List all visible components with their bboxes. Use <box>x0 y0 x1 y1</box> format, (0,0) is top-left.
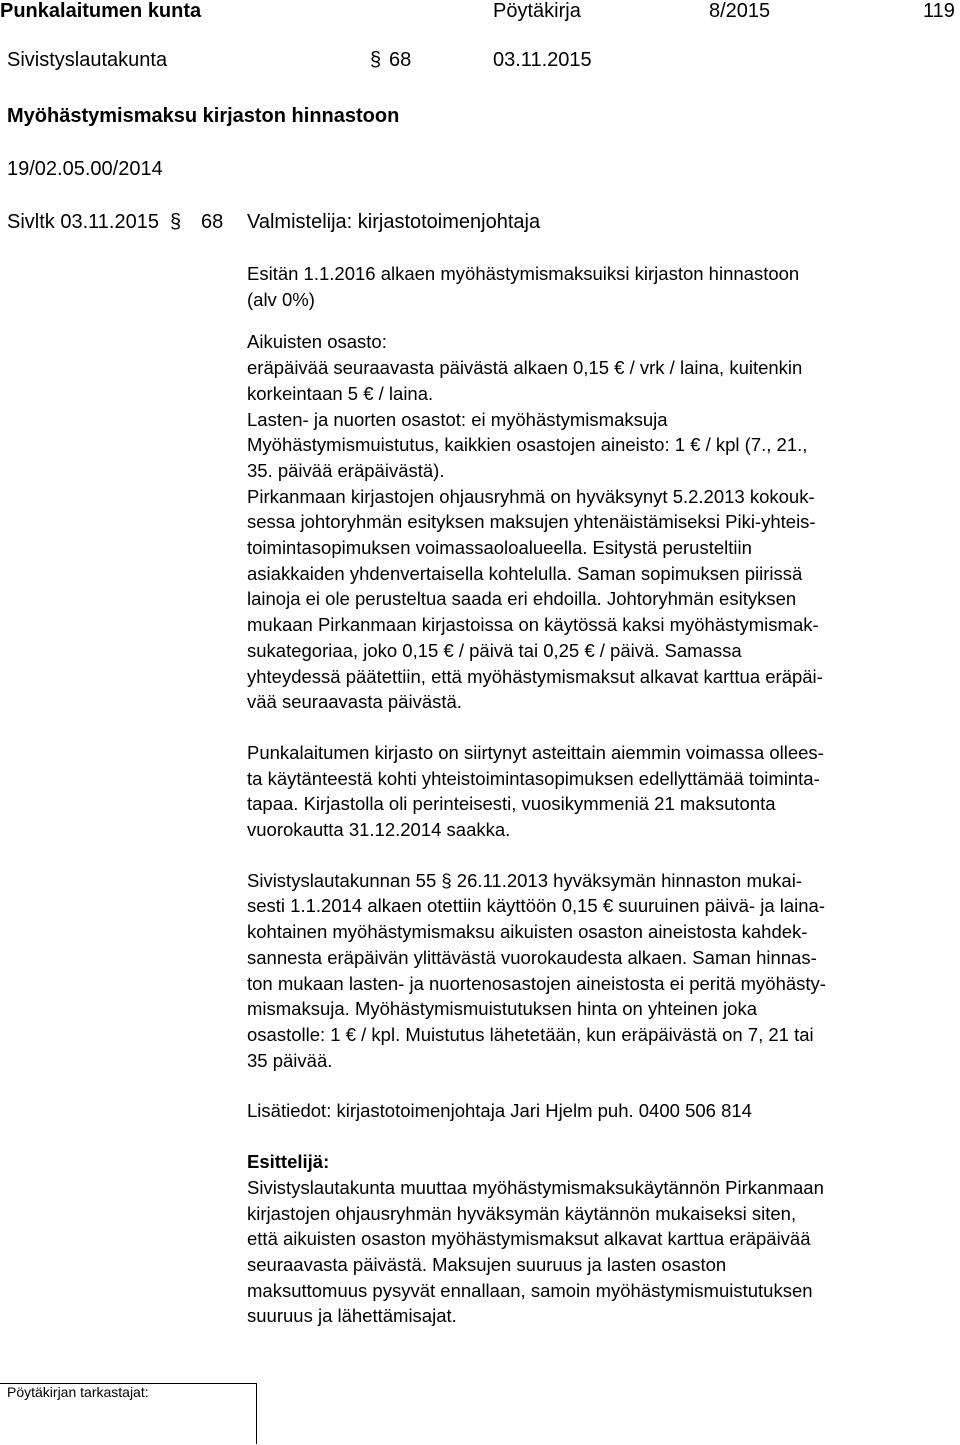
body-line: mukaan Pirkanmaan kirjastoissa on käytössä kaksi myöhästymismak- <box>247 614 819 636</box>
reviewers-label: Pöytäkirjan tarkastajat: <box>7 1384 149 1400</box>
body-line: yhteydessä päätettiin, että myöhästymismaksut alkavat karttua eräpäi- <box>247 665 823 687</box>
body-line: ta käytänteestä kohti yhteistoimintasopimuksen edellyttämää toiminta- <box>247 767 820 789</box>
reference-number: 19/02.05.00/2014 <box>7 158 163 180</box>
presenter-line: maksuttomuus pysyvät ennallaan, samoin myöhästymismuistutuksen <box>247 1279 813 1301</box>
body-line: 35. päivää eräpäivästä). <box>247 459 445 481</box>
body-line: vää seuraavasta päivästä. <box>247 691 462 713</box>
body-line: sesti 1.1.2014 alkaen otettiin käyttöön 0,15 € suuruinen päivä- ja laina- <box>247 895 825 917</box>
contact-info: Lisätiedot: kirjastotoimenjohtaja Jari Hjelm puh. 0400 506 814 <box>247 1100 752 1122</box>
body-line: tapaa. Kirjastolla oli perinteisesti, vuosikymmeniä 21 maksutonta <box>247 793 776 815</box>
body-line: sessa johtoryhmän esityksen maksujen yhtenäistämiseksi Piki-yhteis- <box>247 511 816 533</box>
presenter-line: Sivistyslautakunta muuttaa myöhästymismaksukäytännön Pirkanmaan <box>247 1176 824 1198</box>
presenter-line: että aikuisten osaston myöhästymismaksut alkavat karttua eräpäivää <box>247 1228 811 1250</box>
page-title: Myöhästymismaksu kirjaston hinnastoon <box>7 105 400 127</box>
body-line: ton mukaan lasten- ja nuortenosastojen aineistosta ei peritä myöhästy- <box>247 972 826 994</box>
body-line: vuorokautta 31.12.2014 saakka. <box>247 819 511 841</box>
body-line: lainoja ei ole perusteltua saada eri ehdoilla. Johtoryhmän esityksen <box>247 588 797 610</box>
presenter-line: suuruus ja lähettämisajat. <box>247 1305 457 1327</box>
body-line: Pirkanmaan kirjastojen ohjausryhmä on hyväksynyt 5.2.2013 kokouk- <box>247 485 815 507</box>
body-line: korkeintaan 5 € / laina. <box>247 382 434 404</box>
document-number: 8/2015 <box>709 0 771 22</box>
committee-name: Sivistyslautakunta <box>7 49 168 71</box>
body-line: Aikuisten osasto: <box>247 331 387 353</box>
preparer: Valmistelija: kirjastotoimenjohtaja <box>247 211 541 233</box>
body-line: Myöhästymismuistutus, kaikkien osastojen aineisto: 1 € / kpl (7., 21., <box>247 434 808 456</box>
meeting-date: 03.11.2015 <box>493 49 592 71</box>
preparation-section-symbol: § <box>170 211 182 233</box>
document-type: Pöytäkirja <box>493 0 581 22</box>
body-line: toimintasopimuksen voimassaoloalueella. Esitystä perusteltiin <box>247 537 752 559</box>
preparation-section: 68 <box>201 211 224 233</box>
proposal-body <box>247 261 960 1329</box>
body-line: kohtainen myöhästymismaksu aikuisten osaston aineistosta kahdek- <box>247 921 808 943</box>
body-line: asiakkaiden yhdenvertaisella kohtelulla. Saman sopimuksen piirissä <box>247 562 803 584</box>
body-line: osastolle: 1 € / kpl. Muistutus lähetetään, kun eräpäivästä on 7, 21 tai <box>247 1023 814 1045</box>
page-number: 119 <box>923 0 955 22</box>
body-line: sannesta eräpäivän ylittävästä vuorokaudesta alkaen. Saman hinnas- <box>247 946 817 968</box>
body-line: mismaksuja. Myöhästymismuistutuksen hinta on yhteinen joka <box>247 998 758 1020</box>
body-line: Sivistyslautakunnan 55 § 26.11.2013 hyväksymän hinnaston mukai- <box>247 869 802 891</box>
body-line: Lasten- ja nuorten osastot: ei myöhästymismaksuja <box>247 408 668 430</box>
municipality-name: Punkalaitumen kunta <box>0 0 202 22</box>
preparation-prefix: Sivltk 03.11.2015 <box>7 211 159 233</box>
section-number: 68 <box>389 49 412 71</box>
body-line: Esitän 1.1.2016 alkaen myöhästymismaksuiksi kirjaston hinnastoon <box>247 263 800 284</box>
presenter-line: kirjastojen ohjausryhmän hyväksymän käytännön mukaiseksi siten, <box>247 1202 797 1224</box>
body-line: sukategoriaa, joko 0,15 € / päivä tai 0,25 € / päivä. Samassa <box>247 639 742 661</box>
body-line: (alv 0%) <box>247 288 315 310</box>
body-line: 35 päivää. <box>247 1049 333 1071</box>
presenter-line: seuraavasta päivästä. Maksujen suuruus ja lasten osaston <box>247 1253 727 1275</box>
presenter-label: Esittelijä: <box>247 1151 330 1173</box>
body-line: eräpäivää seuraavasta päivästä alkaen 0,15 € / vrk / laina, kuitenkin <box>247 357 803 379</box>
section-symbol: § <box>370 49 382 71</box>
body-line: Punkalaitumen kirjasto on siirtynyt asteittain aiemmin voimassa ollees- <box>247 741 824 763</box>
